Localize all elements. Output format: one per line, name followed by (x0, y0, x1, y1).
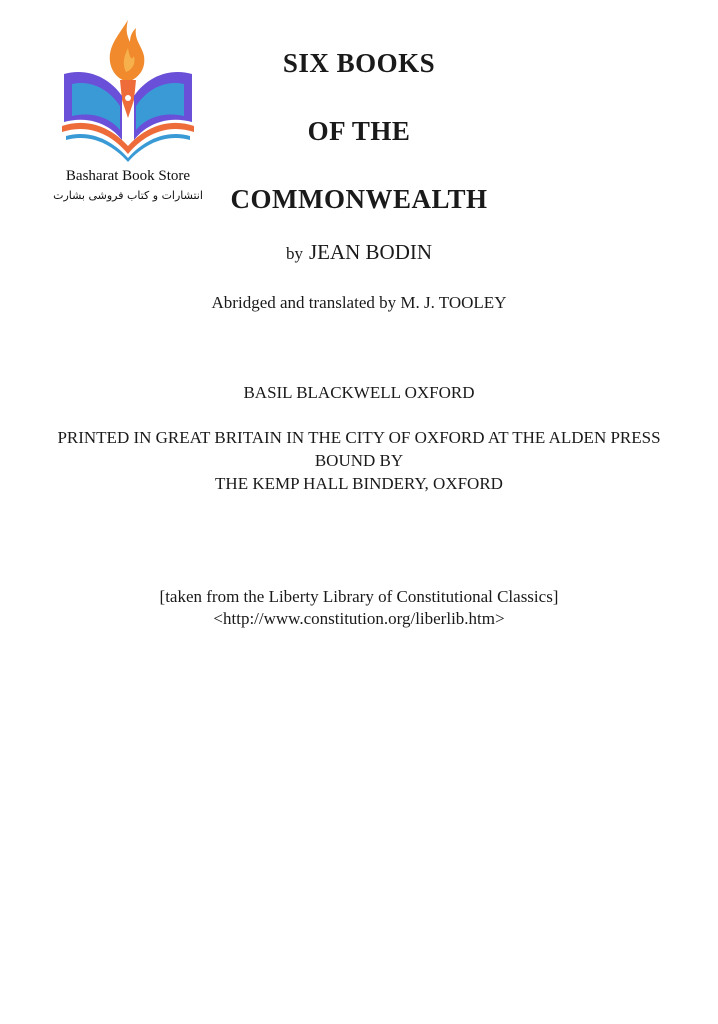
title-line-1: SIX BOOKS (282, 48, 436, 78)
title-line-2: OF THE (307, 116, 411, 146)
printing-line-1: PRINTED IN GREAT BRITAIN IN THE CITY OF OXFORD AT THE ALDEN PRESS (57, 428, 661, 447)
by-label: by (285, 244, 303, 263)
publisher-line: BASIL BLACKWELL OXFORD (243, 383, 475, 402)
printing-line-3: THE KEMP HALL BINDERY, OXFORD (215, 474, 503, 493)
printing-line-2: BOUND BY (314, 451, 404, 470)
author-name: JEAN BODIN (308, 240, 433, 264)
store-name: Basharat Book Store (65, 168, 191, 184)
author-line (0, 240, 718, 265)
source-line-1: [taken from the Liberty Library of Constitutional Classics] (159, 587, 559, 606)
translator-line: Abridged and translated by M. J. TOOLEY (211, 293, 507, 312)
title-line-3: COMMONWEALTH (230, 184, 488, 214)
source-url: <http://www.constitution.org/liberlib.htm> (213, 609, 505, 628)
store-name-persian: انتشارات و کتاب فروشی بشارت (53, 189, 203, 202)
